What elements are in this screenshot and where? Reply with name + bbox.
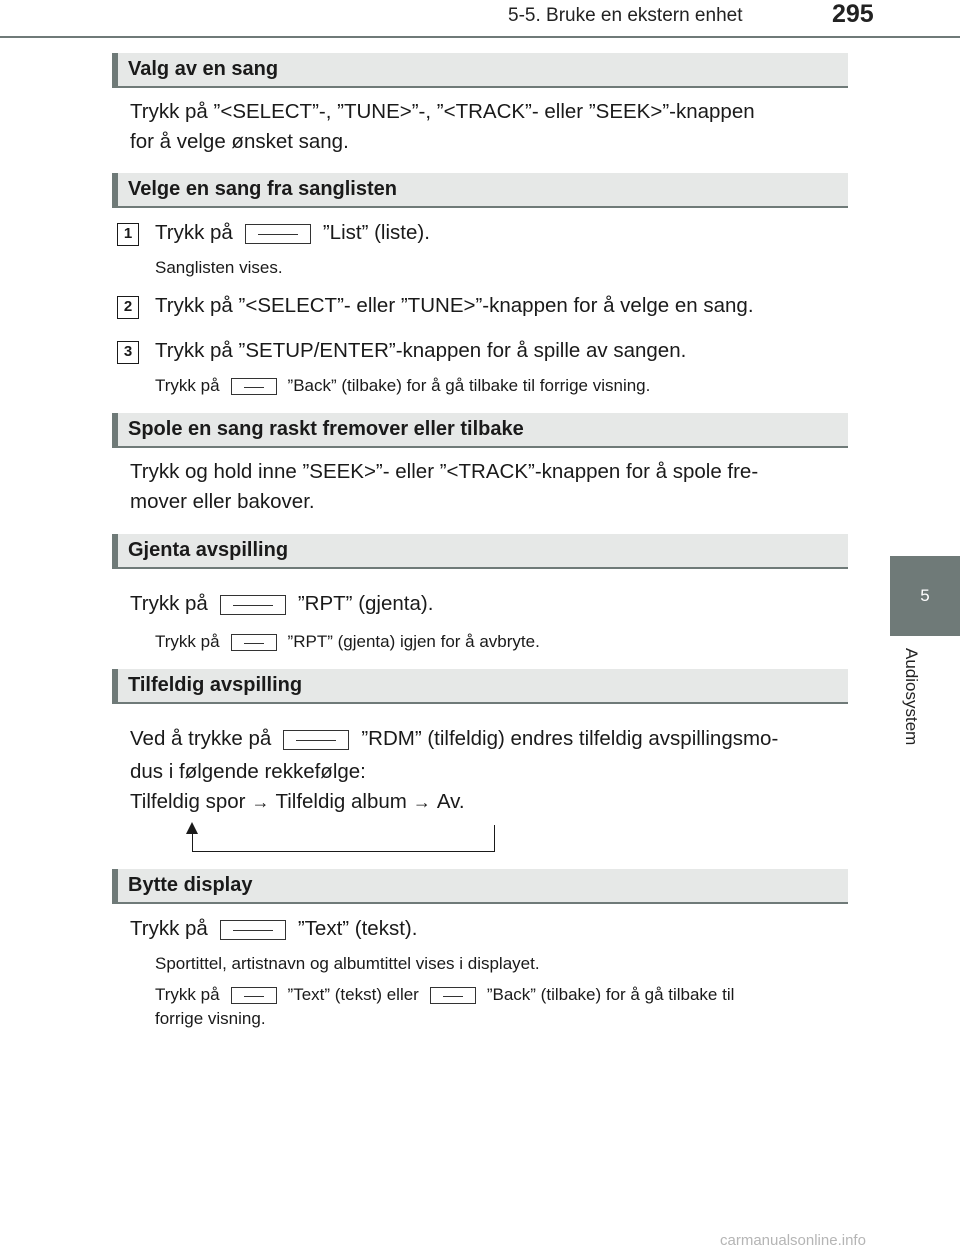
page-number: 295: [832, 0, 874, 28]
step-text: Trykk på ”SETUP/ENTER”-knappen for å spille av sangen.: [155, 339, 687, 362]
step-number: 2: [117, 296, 139, 319]
watermark: carmanualsonline.info: [720, 1232, 866, 1249]
step-text: Trykk på ”<SELECT”- eller ”TUNE>”-knappen for å velge en sang.: [155, 294, 754, 317]
screen-button-icon: [220, 920, 286, 940]
section-heading: Bytte display: [112, 869, 848, 904]
note-text: Sportittel, artistnavn og albumtittel vises i displayet.: [155, 954, 540, 973]
screen-button-icon: [231, 378, 277, 395]
chapter-tab: 5: [890, 556, 960, 636]
body-text: dus i følgende rekkefølge:: [130, 760, 366, 783]
step-number: 1: [117, 223, 139, 246]
body-text: Trykk på ”RPT” (gjenta).: [130, 592, 434, 615]
screen-button-icon: [245, 224, 311, 244]
body-text: Trykk på ”Text” (tekst).: [130, 917, 418, 940]
step-text: Trykk på ”List” (liste).: [155, 221, 430, 244]
screen-button-icon: [283, 730, 349, 750]
step-note: Trykk på ”Back” (tilbake) for å gå tilbake til forrige visning.: [155, 376, 651, 395]
section-heading: Gjenta avspilling: [112, 534, 848, 569]
arrow-right-icon: →: [412, 792, 431, 812]
arrow-right-icon: →: [251, 792, 270, 812]
body-text: for å velge ønsket sang.: [130, 130, 349, 153]
section-heading: Valg av en sang: [112, 53, 848, 88]
section-heading: Tilfeldig avspilling: [112, 669, 848, 704]
note-text: forrige visning.: [155, 1009, 266, 1028]
screen-button-icon: [430, 987, 476, 1004]
body-text: Trykk på ”<SELECT”-, ”TUNE>”-, ”<TRACK”- eller ”SEEK>”-knappen: [130, 100, 755, 123]
body-text: Trykk og hold inne ”SEEK>”- eller ”<TRACK”-knappen for å spole fre-: [130, 460, 759, 483]
screen-button-icon: [220, 595, 286, 615]
body-text: mover eller bakover.: [130, 490, 315, 513]
screen-button-icon: [231, 634, 277, 651]
body-text: Ved å trykke på ”RDM” (tilfeldig) endres tilfeldig avspillingsmo-: [130, 727, 779, 750]
section-heading: Velge en sang fra sanglisten: [112, 173, 848, 208]
note-text: Trykk på ”RPT” (gjenta) igjen for å avbryte.: [155, 632, 540, 651]
screen-button-icon: [231, 987, 277, 1004]
step-number: 3: [117, 341, 139, 364]
step-note: Sanglisten vises.: [155, 258, 283, 277]
arrow-up-icon: [186, 822, 198, 834]
chapter-label: Audiosystem: [902, 648, 921, 746]
header-section-title: 5-5. Bruke en ekstern enhet: [508, 5, 743, 26]
header-rule: [0, 36, 960, 38]
note-text: Trykk på ”Text” (tekst) eller ”Back” (tilbake) for å gå tilbake til: [155, 985, 735, 1004]
section-heading: Spole en sang raskt fremover eller tilbake: [112, 413, 848, 448]
loop-back-arrow: [192, 825, 495, 852]
sequence-text: Tilfeldig spor → Tilfeldig album → Av.: [130, 787, 465, 817]
